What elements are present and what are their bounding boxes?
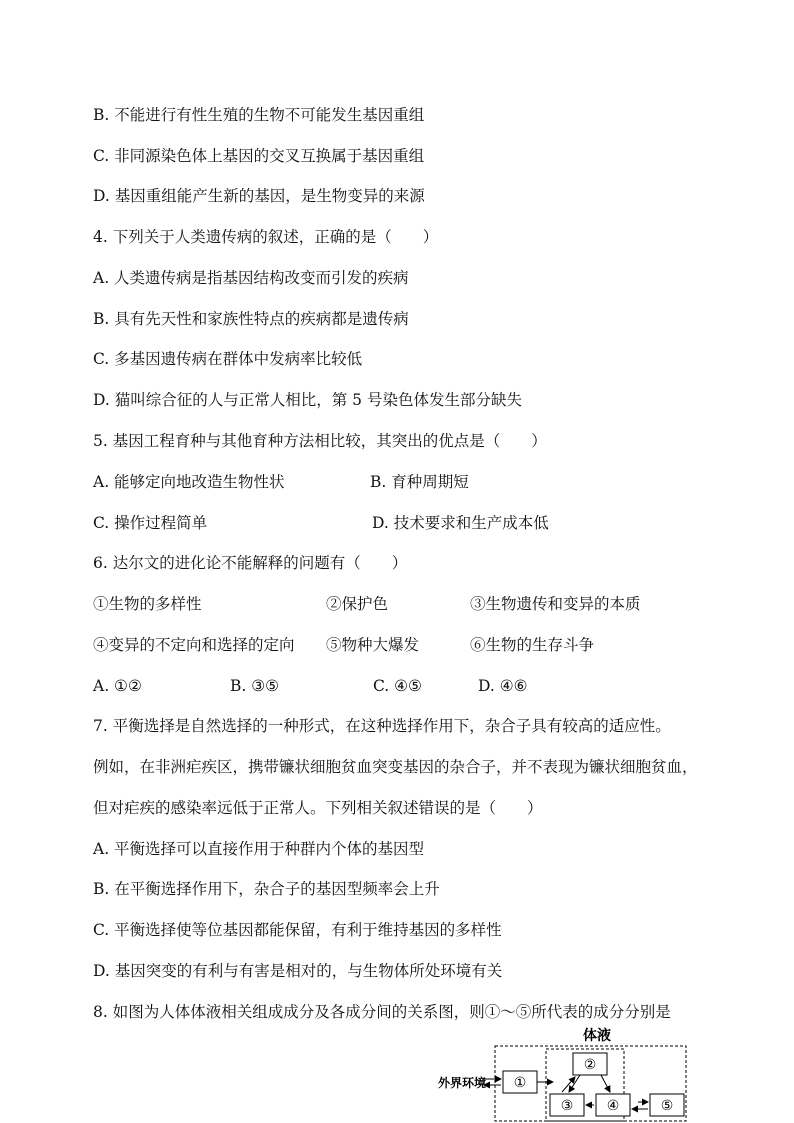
q6-item-2: ②保护色	[326, 595, 389, 613]
q7-option-c: C. 平衡选择使等位基因都能保留，有利于维持基因的多样性	[93, 921, 502, 939]
q7-option-b: B. 在平衡选择作用下，杂合子的基因型频率会上升	[93, 880, 440, 898]
arrow-2-to-4	[601, 1075, 610, 1092]
body-fluid-diagram	[438, 1026, 694, 1123]
q5-stem: 5. 基因工程育种与其他育种方法相比较，其突出的优点是（ ）	[93, 432, 547, 450]
q7-stem-line-3: 但对疟疾的感染率远低于正常人。下列相关叙述错误的是（ ）	[93, 799, 543, 817]
box-4-label: ④	[606, 1098, 620, 1114]
q4-option-c: C. 多基因遗传病在群体中发病率比较低	[93, 350, 363, 368]
q6-item-1: ①生物的多样性	[93, 595, 202, 613]
box-1-label: ①	[513, 1075, 527, 1091]
q6-stem: 6. 达尔文的进化论不能解释的问题有（ ）	[93, 554, 408, 572]
box-2-label: ②	[583, 1057, 597, 1073]
q3-option-d: D. 基因重组能产生新的基因，是生物变异的来源	[93, 187, 425, 205]
q4-option-b: B. 具有先天性和家族性特点的疾病都是遗传病	[93, 310, 409, 328]
q3-option-c: C. 非同源染色体上基因的交叉互换属于基因重组	[93, 147, 425, 165]
box-5-label: ⑤	[660, 1098, 674, 1114]
box-3-label: ③	[560, 1098, 574, 1114]
q6-option-b: B. ③⑤	[230, 677, 280, 695]
q6-item-3: ③生物遗传和变异的本质	[470, 595, 641, 613]
q5-option-c: C. 操作过程简单	[93, 514, 208, 532]
q7-stem-line-2: 例如，在非洲疟疾区，携带镰状细胞贫血突变基因的杂合子，并不表现为镰状细胞贫血，	[93, 758, 698, 776]
diagram-title: 体液	[583, 1028, 611, 1044]
outside-environment-label: 外界环境	[438, 1076, 487, 1090]
q5-option-a: A. 能够定向地改造生物性状	[93, 473, 285, 491]
q4-option-d: D. 猫叫综合征的人与正常人相比，第 5 号染色体发生部分缺失	[93, 391, 522, 409]
q4-option-a: A. 人类遗传病是指基因结构改变而引发的疾病	[93, 269, 409, 287]
q7-stem-line-1: 7. 平衡选择是自然选择的一种形式，在这种选择作用下，杂合子具有较高的适应性。	[93, 717, 671, 735]
q6-item-4: ④变异的不定向和选择的定向	[93, 636, 295, 654]
q4-stem: 4. 下列关于人类遗传病的叙述，正确的是（ ）	[93, 228, 439, 246]
q6-item-5: ⑤物种大爆发	[326, 636, 420, 654]
q5-option-b: B. 育种周期短	[370, 473, 469, 491]
arrow-3-to-2	[562, 1077, 575, 1092]
q7-option-d: D. 基因突变的有利与有害是相对的，与生物体所处环境有关	[93, 962, 503, 980]
q6-option-a: A. ①②	[93, 677, 142, 695]
q3-option-b: B. 不能进行有性生殖的生物不可能发生基因重组	[93, 106, 425, 124]
q8-stem: 8. 如图为人体体液相关组成成分及各成分间的关系图，则①～⑤所代表的成分分别是	[93, 1003, 671, 1021]
q6-option-d: D. ④⑥	[478, 677, 528, 695]
q6-item-6: ⑥生物的生存斗争	[470, 636, 595, 654]
q6-option-c: C. ④⑤	[373, 677, 422, 695]
q5-option-d: D. 技术要求和生产成本低	[372, 514, 549, 532]
q7-option-a: A. 平衡选择可以直接作用于种群内个体的基因型	[93, 840, 425, 858]
